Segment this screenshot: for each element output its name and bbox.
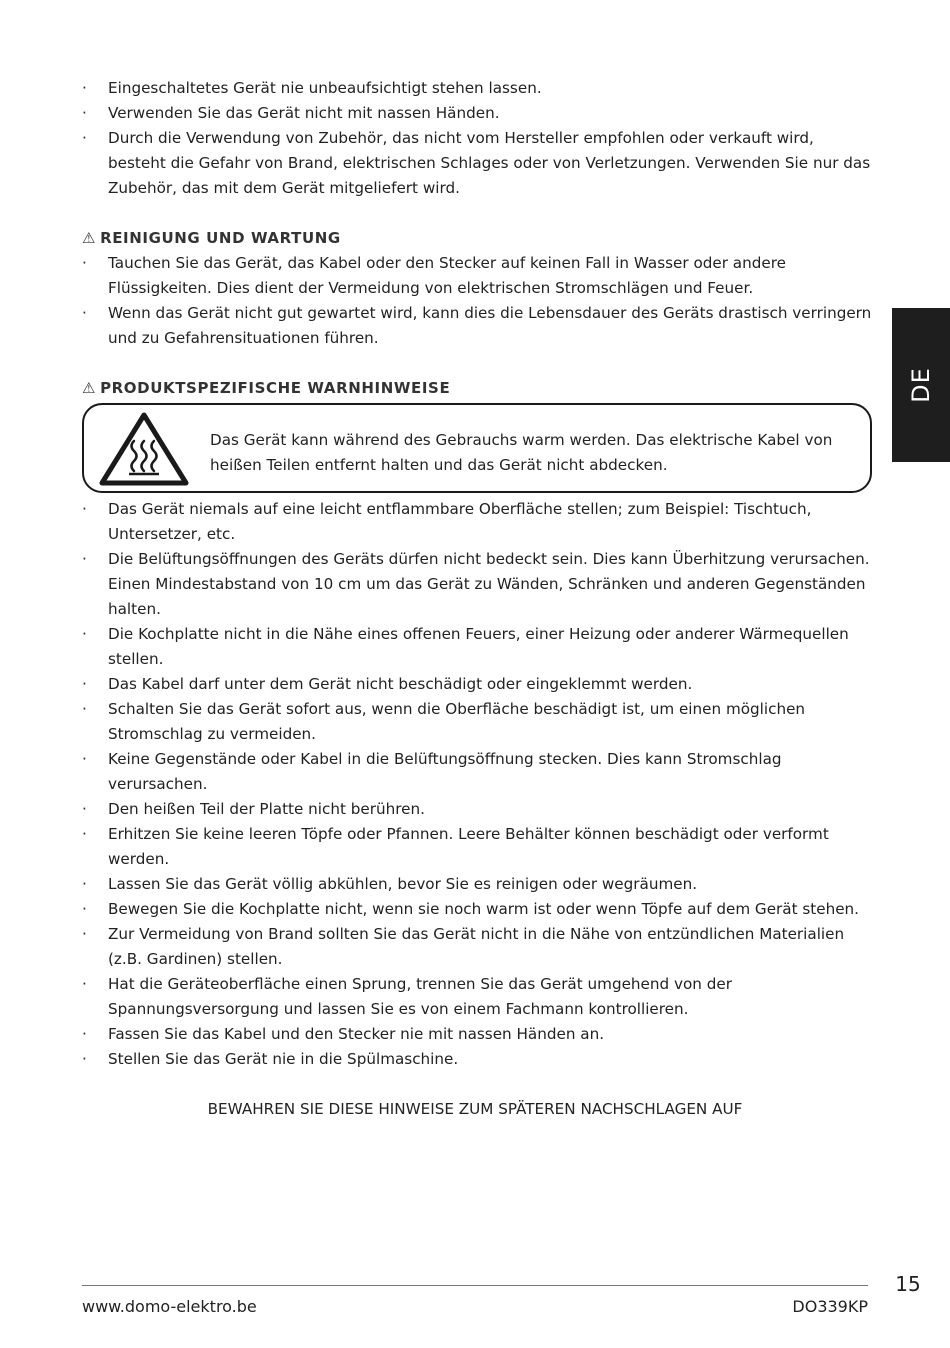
bullet: · [82, 925, 87, 943]
bullet: · [82, 79, 87, 97]
list-item [82, 497, 872, 547]
list-item-text: Das Kabel darf unter dem Gerät nicht beschädigt oder eingeklemmt werden. [108, 675, 693, 693]
list-item [82, 622, 872, 672]
list-item [82, 101, 872, 126]
list-item [82, 251, 872, 301]
closing-note: BEWAHREN SIE DIESE HINWEISE ZUM SPÄTEREN NACHSCHLAGEN AUF [207, 1100, 743, 1118]
list-item [82, 747, 872, 797]
list-item [82, 126, 872, 201]
bullet: · [82, 700, 87, 718]
bullet: · [82, 625, 87, 643]
bullet: · [82, 304, 87, 322]
list-item [82, 697, 872, 747]
list-item-text: Die Belüftungsöffnungen des Geräts dürfen nicht bedeckt sein. Dies kann Überhitzung verursachen. Einen Mindestabstand von 10 cm um das Gerät zu Wänden, Schränken und anderen Gegenständen halten. [108, 550, 870, 618]
list-item-text: Verwenden Sie das Gerät nicht mit nassen Händen. [108, 104, 500, 122]
list-item [82, 872, 872, 897]
bullet: · [82, 129, 87, 147]
safety-list-cleaning [82, 251, 872, 351]
footer-url: www.domo-elektro.be [82, 1297, 257, 1316]
list-item-text: Eingeschaltetes Gerät nie unbeaufsichtigt stehen lassen. [108, 79, 542, 97]
bullet: · [82, 750, 87, 768]
warning-box-text: Das Gerät kann während des Gebrauchs warm werden. Das elektrische Kabel von heißen Teilen entfernt halten und das Gerät nicht abdecken. [210, 431, 833, 474]
list-item [82, 547, 872, 622]
footer-divider [82, 1285, 868, 1286]
list-item-text: Erhitzen Sie keine leeren Töpfe oder Pfannen. Leere Behälter können beschädigt oder verformt werden. [108, 825, 829, 868]
list-item [82, 1047, 872, 1072]
list-item [82, 822, 872, 872]
footer-model-number: DO339KP [792, 1297, 868, 1316]
list-item-text: Stellen Sie das Gerät nie in die Spülmaschine. [108, 1050, 459, 1068]
list-item-text: Lassen Sie das Gerät völlig abkühlen, bevor Sie es reinigen oder wegräumen. [108, 875, 698, 893]
bullet: · [82, 975, 87, 993]
safety-list-product [82, 497, 872, 1072]
list-item-text: Das Gerät niemals auf eine leicht entflammbare Oberfläche stellen; zum Beispiel: Tischtuch, Untersetzer, etc. [108, 500, 812, 543]
language-tab-label: DE [907, 367, 935, 403]
list-item [82, 797, 872, 822]
list-item [82, 301, 872, 351]
list-item-text: Schalten Sie das Gerät sofort aus, wenn die Oberfläche beschädigt ist, um einen möglichen Stromschlag zu vermeiden. [108, 700, 806, 743]
bullet: · [82, 254, 87, 272]
list-item [82, 76, 872, 101]
list-item-text: Keine Gegenstände oder Kabel in die Belüftungsöffnung stecken. Dies kann Stromschlag verursachen. [108, 750, 782, 793]
page-content [82, 76, 872, 1122]
list-item-text: Fassen Sie das Kabel und den Stecker nie mit nassen Händen an. [108, 1025, 605, 1043]
bullet: · [82, 675, 87, 693]
bullet: · [82, 1025, 87, 1043]
list-item-text: Wenn das Gerät nicht gut gewartet wird, kann dies die Lebensdauer des Geräts drastisch verringern und zu Gefahrensituationen führen. [108, 304, 872, 347]
list-item-text: Bewegen Sie die Kochplatte nicht, wenn sie noch warm ist oder wenn Töpfe auf dem Gerät stehen. [108, 900, 860, 918]
list-item [82, 972, 872, 1022]
list-item-text: Die Kochplatte nicht in die Nähe eines offenen Feuers, einer Heizung oder anderer Wärmequellen stellen. [108, 625, 849, 668]
language-tab [892, 308, 950, 462]
warning-triangle-icon: ⚠ [82, 379, 97, 397]
bullet: · [82, 875, 87, 893]
section-title: PRODUKTSPEZIFISCHE WARNHINWEISE [100, 379, 451, 397]
list-item [82, 672, 872, 697]
section-title: REINIGUNG UND WARTUNG [100, 229, 341, 247]
bullet: · [82, 550, 87, 568]
list-item [82, 1022, 872, 1047]
list-item-text: Durch die Verwendung von Zubehör, das nicht vom Hersteller empfohlen oder verkauft wird, besteht die Gefahr von Brand, elektrischen Schlages oder von Verletzungen. Verwenden Sie nur das Zubehör, das mit dem Gerät mitgeliefert wird. [108, 129, 871, 197]
bullet: · [82, 825, 87, 843]
safety-list-general [82, 76, 872, 201]
section-heading-product [82, 376, 872, 401]
hot-surface-warning-box [82, 403, 872, 493]
section-heading-cleaning [82, 226, 872, 251]
page-number: 15 [895, 1272, 921, 1296]
list-item-text: Zur Vermeidung von Brand sollten Sie das Gerät nicht in die Nähe von entzündlichen Materialien (z.B. Gardinen) stellen. [108, 925, 845, 968]
list-item-text: Tauchen Sie das Gerät, das Kabel oder den Stecker auf keinen Fall in Wasser oder andere Flüssigkeiten. Dies dient der Vermeidung von elektrischen Stromschlägen und Feuer. [108, 254, 786, 297]
list-item [82, 897, 872, 922]
bullet: · [82, 800, 87, 818]
bullet: · [82, 1050, 87, 1068]
list-item [82, 922, 872, 972]
bullet: · [82, 500, 87, 518]
warning-triangle-icon: ⚠ [82, 229, 97, 247]
bullet: · [82, 900, 87, 918]
bullet: · [82, 104, 87, 122]
list-item-text: Den heißen Teil der Platte nicht berühren. [108, 800, 425, 818]
hot-surface-icon [96, 409, 192, 489]
list-item-text: Hat die Geräteoberfläche einen Sprung, trennen Sie das Gerät umgehend von der Spannungsversorgung und lassen Sie es von einem Fachmann kontrollieren. [108, 975, 732, 1018]
